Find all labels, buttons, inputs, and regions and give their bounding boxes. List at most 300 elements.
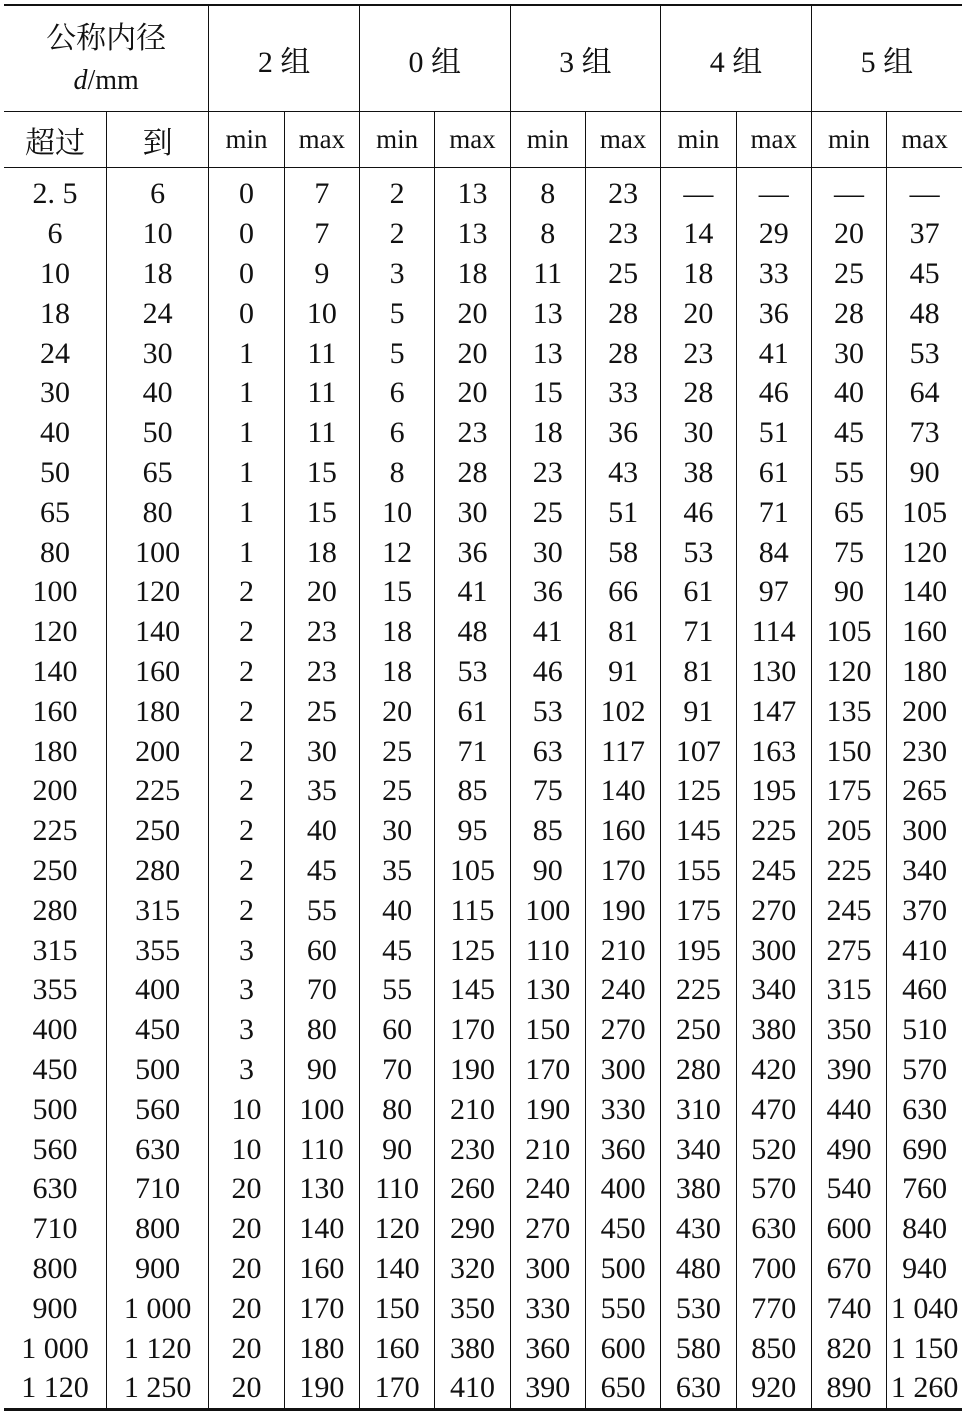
cell-to: 400 [106,970,208,1010]
cell-g2-max: 30 [284,731,359,771]
cell-g4-max: 470 [736,1089,811,1129]
cell-g2-max: 130 [284,1169,359,1209]
cell-g4-min: 71 [661,612,736,652]
cell-g5-max: 53 [887,333,962,373]
cell-g4-min: 580 [661,1328,736,1368]
cell-g3-min: 15 [510,373,585,413]
cell-g4-min: 280 [661,1050,736,1090]
cell-g5-min: 225 [811,851,886,891]
cell-g0-max: 48 [435,612,510,652]
cell-g3-min: 11 [510,254,585,294]
cell-g0-max: 170 [435,1010,510,1050]
cell-over: 65 [39,495,70,529]
cell-g0-min: 160 [359,1328,434,1368]
cell-g5-max: 64 [887,373,962,413]
cell-g3-max: 360 [585,1129,660,1169]
table-row [4,1129,962,1169]
cell-to: 24 [106,293,208,333]
cell-g0-min: 30 [359,811,434,851]
cell-g3-min: 210 [510,1129,585,1169]
cell-g5-max: — [887,168,962,214]
cell-g2-max: 35 [284,771,359,811]
cell-g3-max: 91 [585,652,660,692]
group-header-row [4,5,962,112]
cell-over: 1 000 [21,1331,89,1365]
cell-over: 900 [32,1291,78,1325]
cell-g3-min: 360 [510,1328,585,1368]
cell-g5-max: 90 [887,453,962,493]
cell-g2-min: 0 [209,293,284,333]
cell-over: 250 [32,853,78,887]
cell-g5-min: 40 [811,373,886,413]
nominal-bore-unit-text: /mm [87,64,139,96]
cell-g5-max: 1 040 [887,1288,962,1328]
cell-g5-min: 315 [811,970,886,1010]
cell-g3-max: 36 [585,413,660,453]
cell-g2-max: 18 [284,532,359,572]
cell-g4-max: 36 [736,293,811,333]
table-row [4,1368,962,1409]
cell-g4-min: 380 [661,1169,736,1209]
cell-g2-min: 20 [209,1288,284,1328]
table-row [4,214,962,254]
cell-g4-min: 38 [661,453,736,493]
table-row [4,731,962,771]
cell-g0-max: 125 [435,930,510,970]
cell-g2-max: 160 [284,1249,359,1289]
cell-g5-min: 540 [811,1169,886,1209]
table-row [4,492,962,532]
cell-g4-max: 570 [736,1169,811,1209]
cell-g2-max: 10 [284,293,359,333]
group-4-header: 4 组 [661,5,812,112]
cell-g5-min: 890 [811,1368,886,1409]
table-row [4,1089,962,1129]
cell-g5-min: 45 [811,413,886,453]
cell-g5-min: 30 [811,333,886,373]
cell-g4-min: 155 [661,851,736,891]
cell-g2-max: 45 [284,851,359,891]
cell-g0-max: 85 [435,771,510,811]
cell-g5-max: 370 [887,890,962,930]
cell-over: 40 [39,416,70,450]
cell-g4-max: 340 [736,970,811,1010]
cell-g0-min: 150 [359,1288,434,1328]
cell-g5-max: 940 [887,1249,962,1289]
cell-g5-min: 20 [811,214,886,254]
cell-g3-min: 270 [510,1209,585,1249]
cell-g4-min: 53 [661,532,736,572]
cell-g2-min: 0 [209,214,284,254]
cell-g0-min: 120 [359,1209,434,1249]
cell-g0-max: 320 [435,1249,510,1289]
cell-g3-max: 650 [585,1368,660,1409]
cell-g5-min: 135 [811,691,886,731]
cell-g3-min: 13 [510,333,585,373]
cell-g3-max: 600 [585,1328,660,1368]
max-header: max [284,112,359,168]
cell-g2-min: 20 [209,1328,284,1368]
table-row [4,691,962,731]
cell-g3-min: 8 [510,214,585,254]
cell-g2-min: 2 [209,890,284,930]
cell-g0-max: 61 [435,691,510,731]
table-row [4,1249,962,1289]
cell-g0-min: 3 [359,254,434,294]
cell-g4-min: 195 [661,930,736,970]
cell-g3-max: 33 [585,373,660,413]
cell-g5-max: 200 [887,691,962,731]
cell-g2-min: 1 [209,492,284,532]
cell-over: 180 [32,734,78,768]
cell-g5-min: 350 [811,1010,886,1050]
cell-to: 630 [106,1129,208,1169]
cell-g5-min: 75 [811,532,886,572]
cell-g0-max: 53 [435,652,510,692]
cell-g2-max: 20 [284,572,359,612]
cell-g4-max: 770 [736,1288,811,1328]
max-header: max [736,112,811,168]
cell-g4-min: 125 [661,771,736,811]
cell-g2-min: 2 [209,652,284,692]
cell-g4-max: 97 [736,572,811,612]
cell-g3-max: 270 [585,1010,660,1050]
cell-g4-max: 163 [736,731,811,771]
cell-g0-min: 60 [359,1010,434,1050]
cell-g5-min: 390 [811,1050,886,1090]
table-row [4,771,962,811]
cell-g5-max: 460 [887,970,962,1010]
cell-g3-min: 13 [510,293,585,333]
cell-g4-max: 147 [736,691,811,731]
cell-over: 140 [32,654,78,688]
cell-g4-max: 61 [736,453,811,493]
cell-g0-max: 230 [435,1129,510,1169]
cell-g3-max: 25 [585,254,660,294]
cell-g0-min: 170 [359,1368,434,1409]
cell-to: 100 [106,532,208,572]
cell-g5-max: 410 [887,930,962,970]
cell-to: 500 [106,1050,208,1090]
cell-over: 18 [39,296,70,330]
cell-g4-min: 81 [661,652,736,692]
cell-g5-min: 90 [811,572,886,612]
cell-g4-min: 250 [661,1010,736,1050]
table-row [4,1288,962,1328]
cell-g2-max: 170 [284,1288,359,1328]
cell-to: 80 [106,492,208,532]
cell-g5-max: 140 [887,572,962,612]
table-row [4,453,962,493]
cell-to: 280 [106,851,208,891]
table-row [4,413,962,453]
cell-g4-min: 340 [661,1129,736,1169]
table-body [4,168,962,1410]
cell-g3-max: 43 [585,453,660,493]
cell-g0-min: 2 [359,214,434,254]
cell-g0-min: 55 [359,970,434,1010]
cell-to: 180 [106,691,208,731]
cell-g3-max: 58 [585,532,660,572]
cell-g0-max: 350 [435,1288,510,1328]
cell-g2-min: 2 [209,612,284,652]
cell-over: 120 [32,615,78,649]
cell-to: 160 [106,652,208,692]
cell-g0-max: 260 [435,1169,510,1209]
cell-g2-max: 190 [284,1368,359,1409]
cell-over: 160 [32,694,78,728]
cell-g5-max: 73 [887,413,962,453]
cell-g2-min: 3 [209,970,284,1010]
cell-over: 80 [39,535,70,569]
cell-g0-max: 23 [435,413,510,453]
cell-to: 1 250 [106,1368,208,1409]
cell-g3-max: 51 [585,492,660,532]
cell-g0-max: 20 [435,293,510,333]
cell-g3-max: 550 [585,1288,660,1328]
cell-g4-max: 130 [736,652,811,692]
cell-g2-max: 9 [284,254,359,294]
cell-g0-min: 6 [359,413,434,453]
cell-g2-max: 7 [284,168,359,214]
cell-to: 450 [106,1010,208,1050]
cell-g3-min: 90 [510,851,585,891]
cell-g3-min: 36 [510,572,585,612]
cell-g5-max: 45 [887,254,962,294]
cell-to: 140 [106,612,208,652]
cell-g4-max: 46 [736,373,811,413]
cell-g2-max: 23 [284,652,359,692]
cell-over: 24 [39,336,70,370]
cell-g5-max: 105 [887,492,962,532]
cell-g3-max: 117 [585,731,660,771]
cell-over: 400 [32,1013,78,1047]
cell-g0-max: 30 [435,492,510,532]
cell-g2-min: 2 [209,572,284,612]
cell-g0-max: 13 [435,168,510,214]
cell-g0-max: 71 [435,731,510,771]
cell-g3-min: 53 [510,691,585,731]
cell-over: 450 [32,1052,78,1086]
cell-g5-min: 740 [811,1288,886,1328]
cell-g4-max: 114 [736,612,811,652]
cell-to: 18 [106,254,208,294]
cell-to: 1 000 [106,1288,208,1328]
cell-g3-max: 66 [585,572,660,612]
cell-g4-min: — [661,168,736,214]
cell-g0-min: 5 [359,293,434,333]
cell-g0-min: 10 [359,492,434,532]
cell-g4-min: 91 [661,691,736,731]
cell-g5-max: 48 [887,293,962,333]
table-row [4,1169,962,1209]
cell-g2-max: 110 [284,1129,359,1169]
cell-to: 200 [106,731,208,771]
cell-g3-min: 18 [510,413,585,453]
cell-g4-min: 23 [661,333,736,373]
cell-g3-min: 100 [510,890,585,930]
cell-g3-min: 150 [510,1010,585,1050]
cell-g4-max: 71 [736,492,811,532]
cell-g3-min: 25 [510,492,585,532]
cell-g0-min: 140 [359,1249,434,1289]
table-row [4,254,962,294]
cell-g3-min: 390 [510,1368,585,1409]
cell-to: 6 [106,168,208,214]
cell-g2-min: 3 [209,930,284,970]
cell-g4-min: 20 [661,293,736,333]
cell-g2-max: 90 [284,1050,359,1090]
cell-g5-min: 105 [811,612,886,652]
cell-g2-min: 1 [209,453,284,493]
group-3-header: 3 组 [510,5,661,112]
cell-to: 50 [106,413,208,453]
cell-g0-min: 8 [359,453,434,493]
cell-g5-max: 265 [887,771,962,811]
cell-g3-max: 140 [585,771,660,811]
cell-over: 100 [32,575,78,609]
cell-g0-min: 18 [359,652,434,692]
table-row [4,333,962,373]
table-row [4,572,962,612]
cell-g5-max: 300 [887,811,962,851]
cell-g5-max: 510 [887,1010,962,1050]
cell-g3-max: 23 [585,168,660,214]
cell-g4-max: 420 [736,1050,811,1090]
cell-g4-max: 29 [736,214,811,254]
cell-g2-min: 10 [209,1089,284,1129]
cell-g4-max: 84 [736,532,811,572]
cell-g4-max: 630 [736,1209,811,1249]
cell-g4-max: — [736,168,811,214]
cell-g3-min: 75 [510,771,585,811]
cell-to: 355 [106,930,208,970]
to-header: 到 [106,112,208,168]
cell-g0-min: 12 [359,532,434,572]
cell-g0-min: 40 [359,890,434,930]
cell-g5-max: 840 [887,1209,962,1249]
cell-g0-min: 6 [359,373,434,413]
cell-g0-min: 45 [359,930,434,970]
cell-over: 50 [39,455,70,489]
cell-g5-max: 690 [887,1129,962,1169]
cell-g0-min: 20 [359,691,434,731]
cell-g0-max: 145 [435,970,510,1010]
cell-g3-max: 190 [585,890,660,930]
nominal-bore-symbol: d [73,64,88,96]
cell-g0-min: 2 [359,168,434,214]
cell-to: 560 [106,1089,208,1129]
over-header: 超过 [4,112,106,168]
cell-g3-min: 23 [510,453,585,493]
cell-g3-min: 300 [510,1249,585,1289]
cell-g2-max: 25 [284,691,359,731]
cell-g5-min: 245 [811,890,886,930]
table-row [4,1050,962,1090]
cell-to: 40 [106,373,208,413]
cell-g2-max: 23 [284,612,359,652]
cell-g3-min: 130 [510,970,585,1010]
cell-g4-min: 46 [661,492,736,532]
cell-g2-min: 1 [209,333,284,373]
cell-over: 200 [32,774,78,808]
cell-g4-min: 310 [661,1089,736,1129]
cell-g3-min: 110 [510,930,585,970]
cell-g0-max: 20 [435,333,510,373]
cell-g4-max: 195 [736,771,811,811]
group-2-header: 2 组 [209,5,360,112]
cell-g3-max: 23 [585,214,660,254]
cell-g5-max: 760 [887,1169,962,1209]
cell-g0-min: 90 [359,1129,434,1169]
max-header: max [887,112,962,168]
cell-g4-max: 920 [736,1368,811,1409]
cell-g3-min: 8 [510,168,585,214]
cell-g4-max: 225 [736,811,811,851]
cell-g2-max: 11 [284,333,359,373]
cell-over: 6 [47,217,63,251]
cell-g2-min: 1 [209,413,284,453]
cell-g4-min: 145 [661,811,736,851]
cell-g0-max: 105 [435,851,510,891]
cell-over: 1 120 [4,1368,106,1409]
cell-over: 30 [39,376,70,410]
table-row [4,532,962,572]
cell-g2-min: 10 [209,1129,284,1169]
cell-g2-min: 2 [209,771,284,811]
cell-g4-min: 480 [661,1249,736,1289]
cell-g2-min: 3 [209,1010,284,1050]
cell-g4-max: 270 [736,890,811,930]
cell-g0-min: 5 [359,333,434,373]
cell-g0-max: 115 [435,890,510,930]
cell-over: 355 [32,973,78,1007]
cell-g0-min: 25 [359,771,434,811]
subheader-row [4,112,962,168]
cell-to: 1 120 [106,1328,208,1368]
min-header: min [209,112,284,168]
cell-g3-min: 46 [510,652,585,692]
table-row [4,1209,962,1249]
cell-g2-min: 1 [209,373,284,413]
cell-over: 10 [39,256,70,290]
cell-g2-max: 15 [284,492,359,532]
cell-over: 225 [32,814,78,848]
cell-over: 710 [32,1212,78,1246]
cell-g0-max: 18 [435,254,510,294]
cell-over: 315 [32,933,78,967]
group-0-header: 0 组 [359,5,510,112]
cell-g4-max: 300 [736,930,811,970]
table-row [4,612,962,652]
cell-g2-min: 2 [209,731,284,771]
cell-g2-max: 11 [284,373,359,413]
cell-g5-min: 175 [811,771,886,811]
cell-g5-max: 1 150 [887,1328,962,1368]
cell-g2-min: 20 [209,1249,284,1289]
cell-g0-max: 20 [435,373,510,413]
cell-g3-max: 210 [585,930,660,970]
cell-g5-min: 65 [811,492,886,532]
cell-g3-max: 81 [585,612,660,652]
cell-g0-min: 35 [359,851,434,891]
table-row [4,970,962,1010]
table-row [4,373,962,413]
cell-g0-min: 25 [359,731,434,771]
cell-g4-max: 700 [736,1249,811,1289]
cell-g5-min: 490 [811,1129,886,1169]
nominal-bore-header [4,5,209,112]
